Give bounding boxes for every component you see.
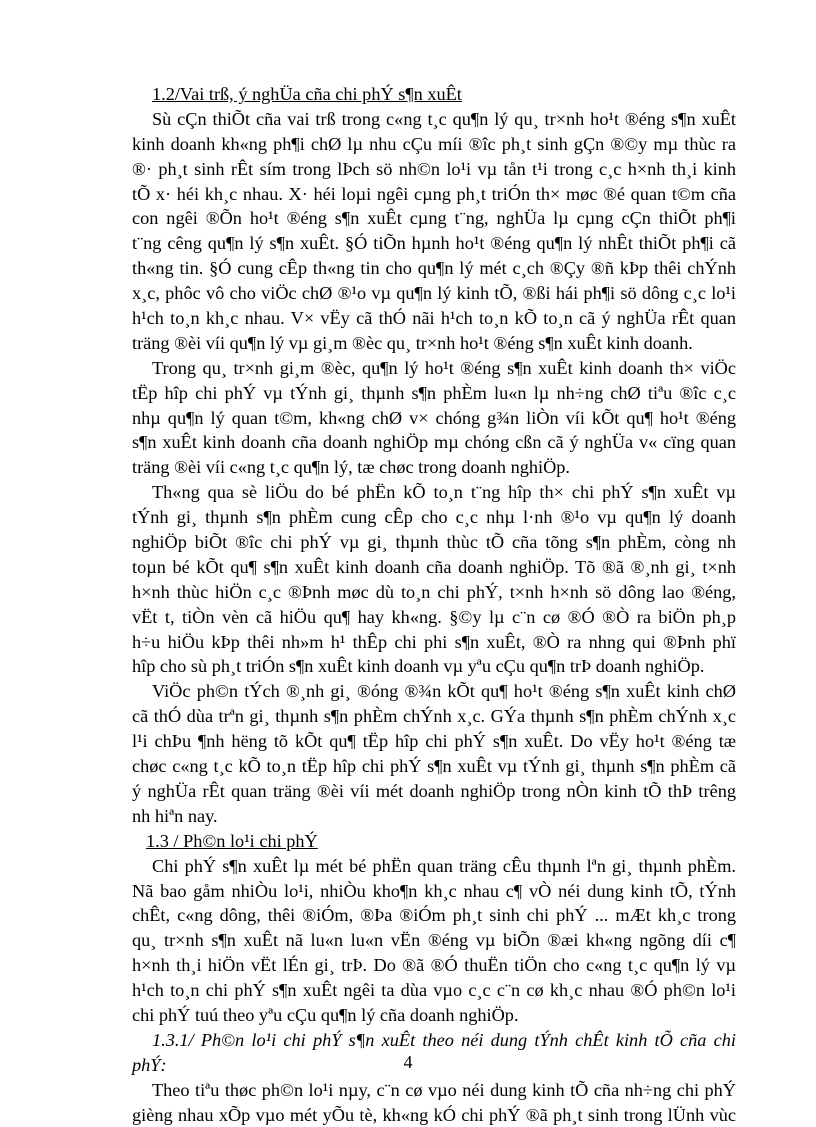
section-heading: 1.3 / Ph©n lo¹i chi phÝ — [146, 830, 318, 851]
text-line: nh hiªn nay. — [132, 805, 218, 826]
text-line: chi phÝ tuú theo yªu cÇu qu¶n lý cña doanh nghiÖp. — [132, 1004, 519, 1025]
text-line: tÕ x· héi kh¸c nhau. X· héi loµi ngêi cµng ph¸t triÓn th× møc ®é quan t©m cña — [132, 183, 736, 204]
text-line: träng ®èi víi qu¶n lý vµ gi¸m ®èc qu¸ tr×nh ho¹t ®éng s¶n xuÊt kinh doanh. — [132, 332, 693, 353]
text-line: qu¸ tr×nh s¶n xuÊt nã lu«n lu«n vËn ®éng vµ biÕn ®æi kh«ng ngõng díi c¶ — [132, 930, 736, 951]
text-line: Trong qu¸ tr×nh gi¸m ®èc, qu¶n lý ho¹t ®éng s¶n xuÊt kinh doanh th× viÖc — [152, 357, 736, 378]
text-line: Nã bao gåm nhiÒu lo¹i, nhiÒu kho¶n kh¸c nhau c¶ vÒ néi dung kinh tÕ, tÝnh — [132, 880, 736, 901]
text-line: gièng nhau xÕp vµo mét yÕu tè, kh«ng kÓ chi phÝ ®ã ph¸t sinh trong lÜnh vùc — [132, 1104, 736, 1125]
text-line: con ngêi ®Õn ho¹t ®éng s¶n xuÊt cµng t¨ng, nghÜa lµ cµng cÇn thiÕt ph¶i — [132, 208, 736, 229]
section-heading: 1.2/Vai trß, ý nghÜa cña chi phÝ s¶n xuÊt — [152, 84, 462, 104]
text-line: tÝnh gi¸ thµnh s¶n phÈm cung cÊp cho c¸c nhµ l·nh ®¹o vµ qu¶n lý doanh — [132, 507, 736, 528]
text-line: t¨ng cêng qu¶n lý s¶n xuÊt. §Ó tiÕn hµnh ho¹t ®éng qu¶n lý nhÊt thiÕt ph¶i cã — [132, 233, 736, 254]
text-line: cã thÓ dùa trªn gi¸ thµnh s¶n phÈm chÝnh x¸c. GÝa thµnh s¶n phÈm chÝnh x¸c — [132, 706, 736, 727]
text-line: nghiÖp biÕt ®îc chi phÝ vµ gi¸ thµnh thùc tÕ cña tõng s¶n phÈm, còng nh — [132, 532, 736, 553]
text-line: l¹i chÞu ¶nh hëng tõ kÕt qu¶ tËp hîp chi phÝ s¶n xuÊt. Do vËy ho¹t ®éng tæ — [132, 731, 736, 752]
document-body — [132, 82, 736, 1127]
text-line: ViÖc ph©n tÝch ®¸nh gi¸ ®óng ®¾n kÕt qu¶ ho¹t ®éng s¶n xuÊt kinh chØ — [152, 681, 736, 702]
text-line: Th«ng qua sè liÖu do bé phËn kÕ to¸n t¨ng hîp th× chi phÝ s¶n xuÊt vµ — [152, 482, 736, 503]
text-line: Sù cÇn thiÕt cña vai trß trong c«ng t¸c qu¶n lý qu¸ tr×nh ho¹t ®éng s¶n xuÊt — [152, 108, 736, 129]
text-line: kinh doanh kh«ng ph¶i chØ lµ nhu cÇu míi ®îc ph¸t sinh gÇn ®©y mµ thùc ra — [132, 133, 736, 154]
text-line: träng ®èi víi c«ng t¸c qu¶n lý, tæ chøc trong doanh nghiÖp. — [132, 457, 570, 478]
subsection-heading-line: phÝ: — [132, 1054, 167, 1075]
text-line: h×nh th¸i hiÖn vËt lÉn gi¸ trÞ. Do ®ã ®Ó thuËn tiÖn cho c«ng t¸c qu¶n lý vµ — [132, 955, 736, 976]
text-line: Theo tiªu thøc ph©n lo¹i nµy, c¨n cø vµo néi dung kinh tÕ cña nh÷ng chi phÝ — [152, 1079, 736, 1100]
text-line: chøc c«ng t¸c kÕ to¸n tËp hîp chi phÝ s¶n xuÊt vµ tÝnh gi¸ thµnh s¶n phÈm cã — [132, 756, 736, 777]
text-line: Chi phÝ s¶n xuÊt lµ mét bé phËn quan träng cÊu thµnh lªn gi¸ thµnh phÈm. — [152, 855, 736, 876]
text-line: h¹ch to¸n kh¸c nhau. V× vËy cã thÓ nãi h¹ch to¸n kÕ to¸n cã ý nghÜa rÊt quan — [132, 308, 736, 329]
text-line: th«ng tin. §Ó cung cÊp th«ng tin cho qu¶n lý mét c¸ch ®Çy ®ñ kÞp thêi chÝnh — [132, 258, 736, 279]
subsection-heading-line: 1.3.1/ Ph©n lo¹i chi phÝ s¶n xuÊt theo néi dung tÝnh chÊt kinh tÕ cña chi — [152, 1029, 736, 1050]
text-line: hîp cho sù ph¸t triÓn s¶n xuÊt kinh doanh vµ yªu cÇu qu¶n trÞ doanh nghiÖp. — [132, 656, 705, 677]
text-line: h×nh thùc hiÖn c¸c ®Þnh møc dù to¸n chi phÝ, t×nh h×nh sö dông lao ®éng, — [132, 581, 736, 602]
text-line: ®· ph¸t sinh rÊt sím trong lÞch sö nh©n lo¹i vµ tån t¹i trong c¸c h×nh th¸i kinh — [132, 158, 736, 179]
text-line: h¹ch to¸n chi phÝ s¶n xuÊt ngêi ta dùa vµo c¸c c¨n cø kh¸c nhau ®Ó ph©n lo¹i — [132, 980, 736, 1001]
text-line: tËp hîp chi phÝ vµ tÝnh gi¸ thµnh s¶n phÈm lu«n lµ nh÷ng chØ tiªu ®îc c¸c — [132, 382, 736, 403]
text-line: x¸c, phôc vô cho viÖc chØ ®¹o vµ qu¶n lý kinh tÕ, ®ßi hái ph¶i sö dông c¸c lo¹i — [132, 283, 736, 304]
page-number: 4 — [403, 1052, 413, 1072]
text-line: ý nghÜa rÊt quan träng ®èi víi mét doanh nghiÖp trong nÒn kinh tÕ thÞ trêng — [132, 780, 736, 801]
text-line: chÊt, c«ng dông, thêi ®iÓm, ®Þa ®iÓm ph¸t sinh chi phÝ ... mÆt kh¸c trong — [132, 905, 736, 926]
text-line: h÷u hiÖu kÞp thêi nh»m h¹ thÊp chi phi s¶n xuÊt, ®Ò ra nhng qui ®Þnh phï — [132, 631, 736, 652]
text-line: toµn bé kÕt qu¶ s¶n xuÊt kinh doanh cña doanh nghiÖp. Tõ ®ã ®¸nh gi¸ t×nh — [132, 556, 736, 577]
text-line: s¶n xuÊt kinh doanh cña doanh nghiÖp mµ chóng cßn cã ý nghÜa v« cïng quan — [132, 432, 736, 453]
text-line: nhµ qu¶n lý quan t©m, kh«ng chØ v× chóng g¾n liÒn víi kÕt qu¶ ho¹t ®éng — [132, 407, 736, 428]
text-line: vËt t, tiÒn vèn cã hiÖu qu¶ hay kh«ng. §©y lµ c¨n cø ®Ó ®Ò ra biÖn ph¸p — [132, 606, 736, 627]
